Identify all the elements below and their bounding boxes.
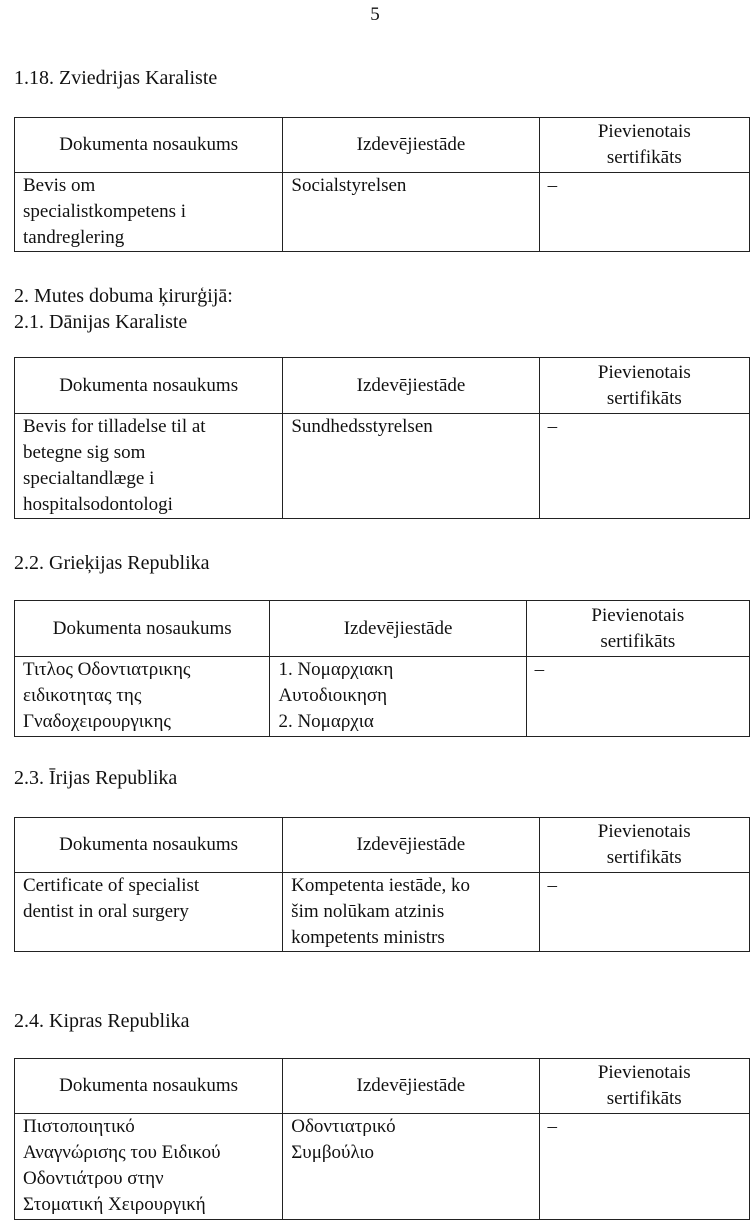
header-issuer: Izdevējiestāde bbox=[270, 601, 526, 657]
header-certificate-line1: Pievienotais bbox=[597, 361, 691, 383]
issuer-cell bbox=[283, 1114, 539, 1220]
header-certificate-line2: sertifikāts bbox=[606, 147, 682, 168]
issuer-line: kompetents ministrs bbox=[291, 927, 445, 948]
issuer-line: Kompetenta iestāde, ko bbox=[291, 875, 471, 896]
document-name-line: Αναγνώρισης του Ειδικού bbox=[23, 1142, 221, 1163]
section-heading-2-2: 2.2. Grieķijas Republika bbox=[14, 552, 210, 574]
header-certificate bbox=[539, 1059, 749, 1114]
header-issuer: Izdevējiestāde bbox=[283, 358, 539, 414]
header-certificate bbox=[539, 358, 749, 414]
header-document-name: Dokumenta nosaukums bbox=[15, 358, 283, 414]
document-table-ireland bbox=[14, 817, 750, 952]
document-name-cell bbox=[15, 1114, 283, 1220]
certificate-cell: – bbox=[539, 173, 749, 252]
certificate-cell: – bbox=[526, 657, 749, 737]
document-name-line: Bevis om bbox=[23, 175, 96, 196]
document-name-line: Τιτλος Οδοντιατρικης bbox=[23, 659, 191, 680]
document-name-line: Bevis for tilladelse til at bbox=[23, 416, 206, 437]
section-heading-2: 2. Mutes dobuma ķirurģijā: bbox=[14, 285, 233, 307]
document-name-cell bbox=[15, 414, 283, 519]
document-name-line: dentist in oral surgery bbox=[23, 901, 189, 922]
document-name-line: specialistkompetens i bbox=[23, 201, 187, 222]
section-heading-1-18: 1.18. Zviedrijas Karaliste bbox=[14, 67, 218, 89]
header-document-name: Dokumenta nosaukums bbox=[15, 118, 283, 173]
section-heading-2-1: 2.1. Dānijas Karaliste bbox=[14, 311, 188, 333]
issuer-line: šim nolūkam atzinis bbox=[291, 901, 445, 922]
certificate-cell: – bbox=[539, 1114, 749, 1220]
issuer-line: Socialstyrelsen bbox=[291, 175, 407, 196]
issuer-cell bbox=[283, 873, 539, 952]
section-heading-2-4: 2.4. Kipras Republika bbox=[14, 1010, 190, 1032]
header-certificate-line2: sertifikāts bbox=[606, 387, 682, 409]
document-name-line: specialtandlæge i bbox=[23, 468, 155, 489]
issuer-line: Sundhedsstyrelsen bbox=[291, 416, 433, 437]
document-name-cell bbox=[15, 873, 283, 952]
page-number: 5 bbox=[370, 4, 380, 25]
document-name-line: Στοματική Χειρουργική bbox=[23, 1194, 206, 1215]
header-document-name: Dokumenta nosaukums bbox=[15, 601, 270, 657]
header-certificate-line1: Pievienotais bbox=[597, 821, 691, 842]
header-certificate bbox=[539, 818, 750, 873]
document-name-line: ειδικοτητας της bbox=[23, 685, 142, 706]
header-certificate-line1: Pievienotais bbox=[591, 604, 685, 626]
header-certificate-line2: sertifikāts bbox=[606, 847, 682, 868]
header-issuer: Izdevējiestāde bbox=[283, 118, 539, 173]
header-certificate-line2: sertifikāts bbox=[606, 1088, 682, 1109]
document-name-line: hospitalsodontologi bbox=[23, 494, 173, 515]
document-name-line: Γναδοχειρουργικης bbox=[23, 711, 171, 732]
issuer-cell bbox=[270, 657, 526, 737]
header-document-name: Dokumenta nosaukums bbox=[15, 1059, 283, 1114]
document-name-line: Certificate of specialist bbox=[23, 875, 200, 896]
certificate-cell: – bbox=[539, 414, 749, 519]
document-name-cell bbox=[15, 657, 270, 737]
document-name-line: Πιστοποιητικό bbox=[23, 1116, 135, 1137]
issuer-cell bbox=[283, 414, 539, 519]
header-certificate-line2: sertifikāts bbox=[600, 630, 676, 652]
document-table-denmark bbox=[14, 357, 750, 519]
issuer-line: Συμβούλιο bbox=[291, 1142, 375, 1163]
document-name-line: betegne sig som bbox=[23, 442, 146, 463]
document-name-cell bbox=[15, 173, 283, 252]
document-name-line: Οδοντιάτρου στην bbox=[23, 1168, 164, 1189]
header-issuer: Izdevējiestāde bbox=[283, 1059, 539, 1114]
issuer-line: 2. Νομαρχια bbox=[278, 711, 374, 732]
document-table-greece bbox=[14, 600, 750, 737]
header-document-name: Dokumenta nosaukums bbox=[15, 818, 283, 873]
header-issuer: Izdevējiestāde bbox=[283, 818, 539, 873]
header-certificate-line1: Pievienotais bbox=[597, 1062, 691, 1083]
header-certificate bbox=[526, 601, 749, 657]
issuer-line: Οδοντιατρικό bbox=[291, 1116, 396, 1137]
certificate-cell: – bbox=[539, 873, 750, 952]
document-table-cyprus bbox=[14, 1058, 750, 1220]
issuer-cell bbox=[283, 173, 539, 252]
issuer-line: Αυτοδιοικηση bbox=[278, 685, 388, 706]
header-certificate-line1: Pievienotais bbox=[597, 121, 691, 142]
header-certificate bbox=[539, 118, 749, 173]
document-table-sweden bbox=[14, 117, 750, 252]
document-name-line: tandreglering bbox=[23, 227, 125, 248]
section-heading-2-3: 2.3. Īrijas Republika bbox=[14, 767, 178, 789]
issuer-line: 1. Νομαρχιακη bbox=[278, 659, 394, 680]
